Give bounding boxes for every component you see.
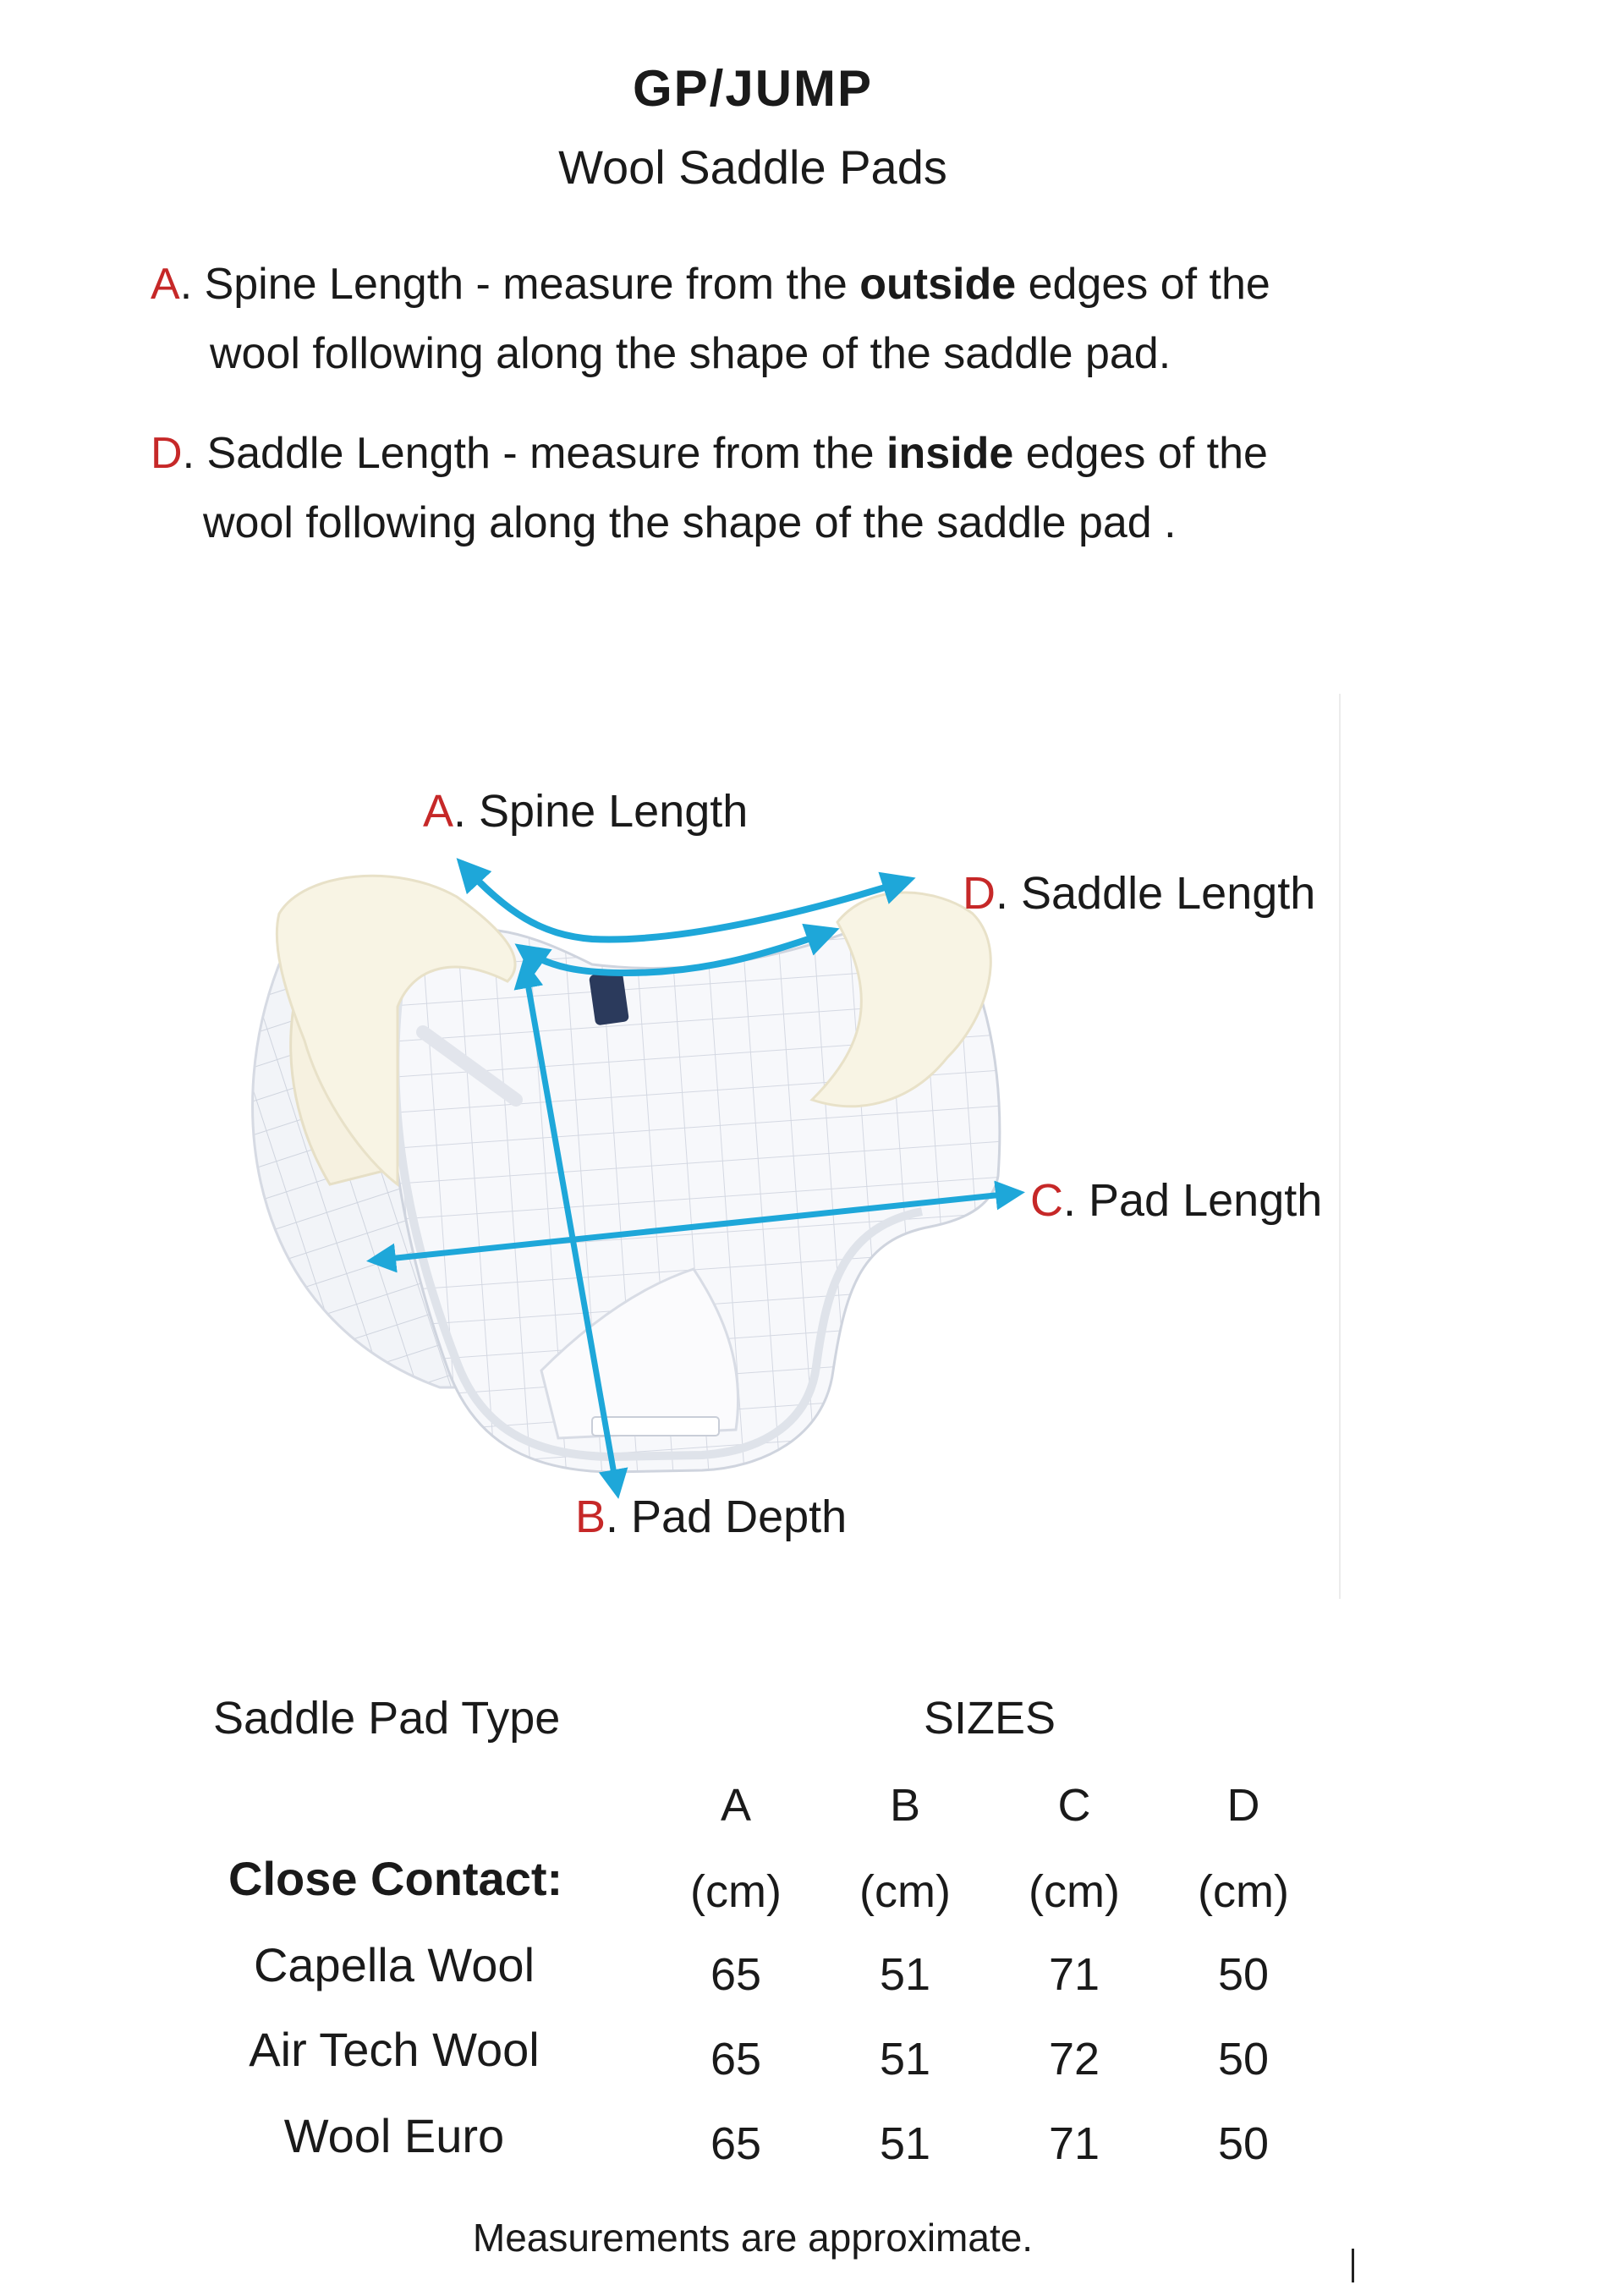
definition-line-2: wool following along the shape of the saddle pad . <box>203 498 1177 547</box>
table-type-header: Saddle Pad Type <box>213 1693 561 1744</box>
row-name: Air Tech Wool <box>249 2023 540 2076</box>
column-header: C <box>1057 1780 1091 1831</box>
label-text: . Spine Length <box>453 786 749 837</box>
label-pad-depth <box>575 1491 847 1543</box>
footnote: Measurements are approximate. <box>472 2216 1034 2260</box>
label-letter: B <box>575 1491 606 1542</box>
definition-letter: A <box>151 260 180 309</box>
label-letter: C <box>1030 1175 1063 1226</box>
label-letter: D <box>963 868 996 919</box>
column-header: B <box>889 1780 921 1831</box>
row-value: 51 <box>879 2118 931 2169</box>
page-subtitle: Wool Saddle Pads <box>558 140 947 194</box>
definition-emphasis: inside <box>886 429 1014 478</box>
definition-text-end: edges of the <box>1016 260 1270 309</box>
label-letter: A <box>423 786 454 837</box>
label-saddle-length <box>963 867 1315 920</box>
definition-text: . Spine Length - measure from the <box>179 260 860 309</box>
unit-label: (cm) <box>859 1866 951 1917</box>
column-header: A <box>720 1780 752 1831</box>
page-title: GP/JUMP <box>632 60 874 117</box>
unit-label: (cm) <box>690 1866 782 1917</box>
table-group-label: Close Contact: <box>228 1852 563 1905</box>
definition-line-2: wool following along the shape of the saddle pad. <box>210 329 1171 378</box>
row-value: 50 <box>1217 2118 1270 2169</box>
row-value: 72 <box>1048 2034 1100 2085</box>
label-text: . Pad Depth <box>606 1491 848 1542</box>
pad-label-tag <box>592 1417 719 1436</box>
label-pad-length <box>1030 1174 1322 1227</box>
unit-label: (cm) <box>1198 1866 1289 1917</box>
row-value: 65 <box>710 2118 762 2169</box>
definition-text-end: edges of the <box>1013 429 1268 478</box>
row-value: 71 <box>1048 2118 1100 2169</box>
definition-letter: D <box>151 429 183 478</box>
brand-logo-tag <box>589 971 629 1026</box>
definition-emphasis: outside <box>859 260 1017 309</box>
row-value: 65 <box>710 2034 762 2085</box>
row-value: 51 <box>879 1949 931 2000</box>
table-sizes-header: SIZES <box>923 1693 1056 1744</box>
row-value: 50 <box>1217 2034 1270 2085</box>
label-text: . Pad Length <box>1063 1175 1323 1226</box>
text-cursor <box>1352 2249 1354 2282</box>
unit-label: (cm) <box>1029 1866 1120 1917</box>
row-value: 50 <box>1217 1949 1270 2000</box>
row-name: Wool Euro <box>283 2109 505 2162</box>
row-name: Capella Wool <box>253 1938 535 1991</box>
label-spine-length <box>423 785 748 838</box>
label-text: . Saddle Length <box>996 868 1316 919</box>
row-value: 51 <box>879 2034 931 2085</box>
row-value: 71 <box>1048 1949 1100 2000</box>
row-value: 65 <box>710 1949 762 2000</box>
column-header: D <box>1226 1780 1260 1831</box>
definition-text: . Saddle Length - measure from the <box>182 429 887 478</box>
